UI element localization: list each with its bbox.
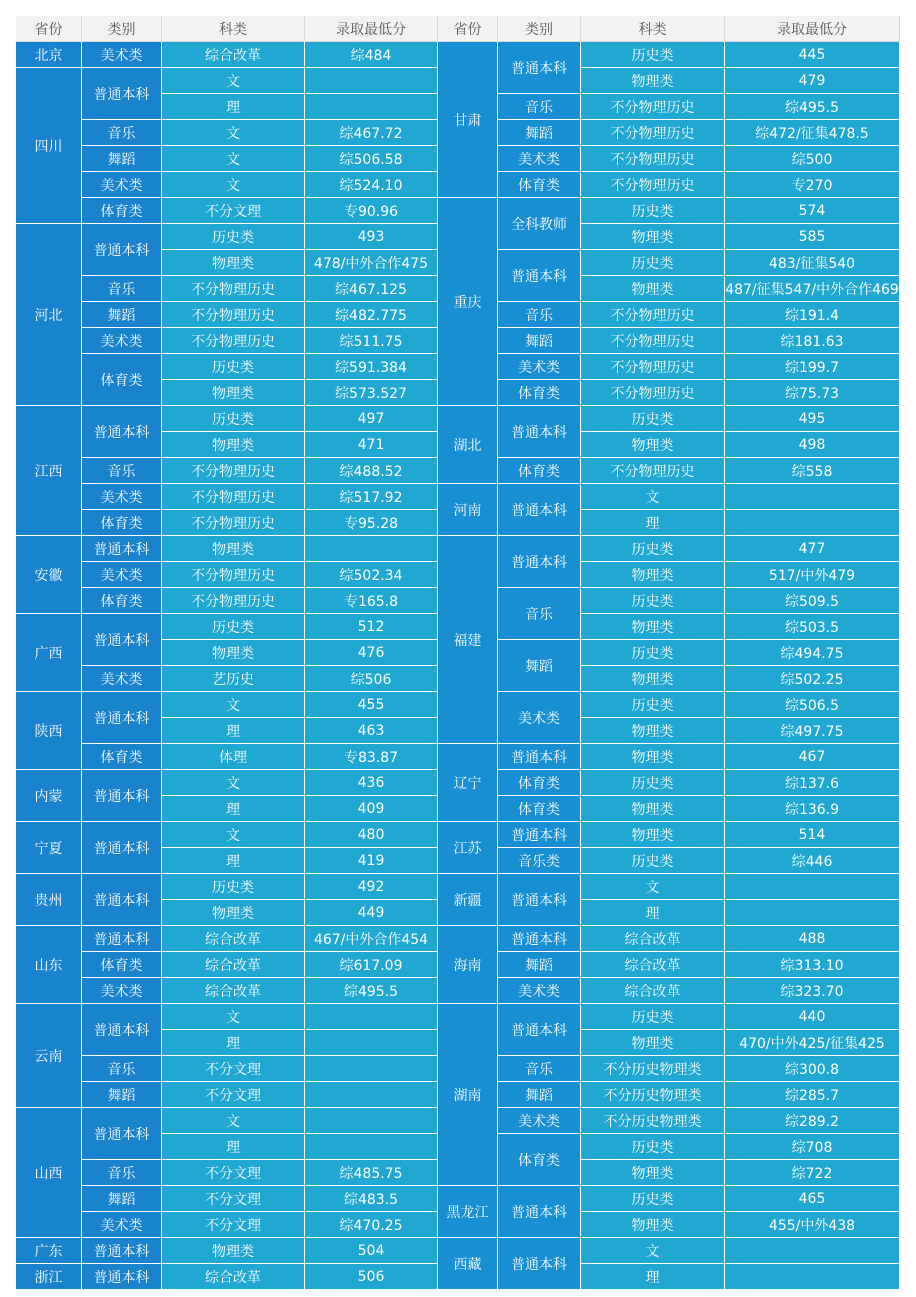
subject-cell: 不分物理历史 xyxy=(162,328,305,354)
subject-cell: 文 xyxy=(581,484,725,510)
category-cell: 体育类 xyxy=(498,796,581,822)
province-cell: 浙江 xyxy=(16,1264,82,1290)
subject-cell: 物理类 xyxy=(581,822,725,848)
category-cell: 美术类 xyxy=(82,172,162,198)
score-cell: 440 xyxy=(725,1004,900,1030)
category-cell: 舞蹈 xyxy=(498,120,581,146)
category-cell: 体育类 xyxy=(82,198,162,224)
category-cell: 舞蹈 xyxy=(498,328,581,354)
score-cell xyxy=(725,1264,900,1290)
category-cell: 普通本科 xyxy=(82,1004,162,1056)
subject-cell: 物理类 xyxy=(581,68,725,94)
category-cell: 体育类 xyxy=(82,510,162,536)
score-cell: 498 xyxy=(725,432,900,458)
column-header: 省份 xyxy=(438,16,498,42)
category-cell: 普通本科 xyxy=(498,926,581,952)
subject-cell: 物理类 xyxy=(581,744,725,770)
category-cell: 舞蹈 xyxy=(498,952,581,978)
province-cell: 云南 xyxy=(16,1004,82,1108)
score-cell: 综472/征集478.5 xyxy=(725,120,900,146)
category-cell: 体育类 xyxy=(82,588,162,614)
subject-cell: 物理类 xyxy=(581,796,725,822)
score-cell xyxy=(725,1238,900,1264)
score-cell: 综494.75 xyxy=(725,640,900,666)
category-cell: 普通本科 xyxy=(498,250,581,302)
score-cell: 综524.10 xyxy=(305,172,438,198)
subject-cell: 历史类 xyxy=(162,614,305,640)
category-cell: 普通本科 xyxy=(82,1264,162,1290)
subject-cell: 不分物理历史 xyxy=(162,458,305,484)
score-cell: 专165.8 xyxy=(305,588,438,614)
subject-cell: 文 xyxy=(162,692,305,718)
subject-cell: 不分文理 xyxy=(162,1082,305,1108)
score-cell: 497 xyxy=(305,406,438,432)
score-cell xyxy=(305,1134,438,1160)
category-cell: 音乐 xyxy=(82,276,162,302)
score-cell: 504 xyxy=(305,1238,438,1264)
category-cell: 体育类 xyxy=(82,744,162,770)
score-cell: 综191.4 xyxy=(725,302,900,328)
score-cell: 574 xyxy=(725,198,900,224)
subject-cell: 理 xyxy=(581,510,725,536)
score-cell: 455 xyxy=(305,692,438,718)
subject-cell: 不分文理 xyxy=(162,1212,305,1238)
category-cell: 美术类 xyxy=(498,978,581,1004)
subject-cell: 物理类 xyxy=(162,640,305,666)
score-cell: 综470.25 xyxy=(305,1212,438,1238)
subject-cell: 理 xyxy=(162,94,305,120)
province-cell: 四川 xyxy=(16,68,82,224)
subject-cell: 物理类 xyxy=(581,1160,725,1186)
subject-cell: 不分物理历史 xyxy=(581,172,725,198)
category-cell: 舞蹈 xyxy=(82,302,162,328)
subject-cell: 物理类 xyxy=(581,224,725,250)
category-cell: 美术类 xyxy=(82,42,162,68)
score-cell: 综506.58 xyxy=(305,146,438,172)
score-cell xyxy=(725,484,900,510)
category-cell: 普通本科 xyxy=(498,42,581,94)
subject-cell: 物理类 xyxy=(162,536,305,562)
score-cell: 专90.96 xyxy=(305,198,438,224)
subject-cell: 物理类 xyxy=(162,1238,305,1264)
category-cell: 体育类 xyxy=(498,380,581,406)
category-cell: 普通本科 xyxy=(82,536,162,562)
province-cell: 广东 xyxy=(16,1238,82,1264)
category-cell: 美术类 xyxy=(82,484,162,510)
score-cell: 综502.34 xyxy=(305,562,438,588)
category-cell: 普通本科 xyxy=(498,1004,581,1056)
column-header: 科类 xyxy=(581,16,725,42)
score-cell: 综503.5 xyxy=(725,614,900,640)
subject-cell: 体理 xyxy=(162,744,305,770)
subject-cell: 不分物理历史 xyxy=(162,484,305,510)
column-header: 录取最低分 xyxy=(305,16,438,42)
category-cell: 普通本科 xyxy=(82,926,162,952)
score-cell: 综517.92 xyxy=(305,484,438,510)
score-cell: 470/中外425/征集425 xyxy=(725,1030,900,1056)
subject-cell: 文 xyxy=(581,1238,725,1264)
province-cell: 河南 xyxy=(438,484,498,536)
subject-cell: 不分物理历史 xyxy=(581,458,725,484)
category-cell: 普通本科 xyxy=(498,744,581,770)
score-cell: 436 xyxy=(305,770,438,796)
subject-cell: 历史类 xyxy=(581,588,725,614)
province-cell: 河北 xyxy=(16,224,82,406)
score-cell xyxy=(305,1004,438,1030)
score-cell: 467/中外合作454 xyxy=(305,926,438,952)
score-cell: 综483.5 xyxy=(305,1186,438,1212)
score-cell: 514 xyxy=(725,822,900,848)
score-cell xyxy=(305,94,438,120)
score-cell: 综573.527 xyxy=(305,380,438,406)
score-cell: 495 xyxy=(725,406,900,432)
score-cell: 综289.2 xyxy=(725,1108,900,1134)
province-cell: 湖南 xyxy=(438,1004,498,1186)
category-cell: 普通本科 xyxy=(82,874,162,926)
score-cell: 专270 xyxy=(725,172,900,198)
subject-cell: 不分物理历史 xyxy=(581,380,725,406)
subject-cell: 不分物理历史 xyxy=(581,146,725,172)
category-cell: 音乐类 xyxy=(498,848,581,874)
province-cell: 安徽 xyxy=(16,536,82,614)
score-cell: 467 xyxy=(725,744,900,770)
subject-cell: 历史类 xyxy=(162,354,305,380)
subject-cell: 综合改革 xyxy=(162,926,305,952)
subject-cell: 综合改革 xyxy=(162,1264,305,1290)
subject-cell: 物理类 xyxy=(162,250,305,276)
score-cell: 综708 xyxy=(725,1134,900,1160)
province-cell: 重庆 xyxy=(438,198,498,406)
province-cell: 广西 xyxy=(16,614,82,692)
category-cell: 普通本科 xyxy=(82,68,162,120)
score-cell xyxy=(725,510,900,536)
subject-cell: 理 xyxy=(162,1030,305,1056)
subject-cell: 不分文理 xyxy=(162,198,305,224)
subject-cell: 综合改革 xyxy=(581,978,725,1004)
category-cell: 普通本科 xyxy=(82,406,162,458)
score-cell: 449 xyxy=(305,900,438,926)
score-cell: 综75.73 xyxy=(725,380,900,406)
province-cell: 新疆 xyxy=(438,874,498,926)
score-cell: 综482.775 xyxy=(305,302,438,328)
province-cell: 江西 xyxy=(16,406,82,536)
subject-cell: 物理类 xyxy=(581,432,725,458)
province-cell: 江苏 xyxy=(438,822,498,874)
score-cell: 480 xyxy=(305,822,438,848)
subject-cell: 不分物理历史 xyxy=(581,94,725,120)
category-cell: 普通本科 xyxy=(82,224,162,276)
subject-cell: 文 xyxy=(162,68,305,94)
score-cell: 综136.9 xyxy=(725,796,900,822)
province-cell: 山东 xyxy=(16,926,82,1004)
category-cell: 体育类 xyxy=(82,354,162,406)
score-cell: 493 xyxy=(305,224,438,250)
subject-cell: 物理类 xyxy=(581,614,725,640)
subject-cell: 不分文理 xyxy=(162,1056,305,1082)
category-cell: 音乐 xyxy=(498,1056,581,1082)
score-cell: 517/中外479 xyxy=(725,562,900,588)
province-cell: 贵州 xyxy=(16,874,82,926)
subject-cell: 物理类 xyxy=(162,432,305,458)
category-cell: 普通本科 xyxy=(82,614,162,666)
score-cell: 479 xyxy=(725,68,900,94)
subject-cell: 综合改革 xyxy=(162,42,305,68)
score-cell: 综467.125 xyxy=(305,276,438,302)
category-cell: 音乐 xyxy=(82,1160,162,1186)
subject-cell: 历史类 xyxy=(581,1134,725,1160)
score-cell: 综485.75 xyxy=(305,1160,438,1186)
province-cell: 湖北 xyxy=(438,406,498,484)
score-cell: 487/征集547/中外合作469 xyxy=(725,276,900,302)
subject-cell: 艺历史 xyxy=(162,666,305,692)
subject-cell: 历史类 xyxy=(581,848,725,874)
score-cell xyxy=(305,1030,438,1056)
subject-cell: 理 xyxy=(581,1264,725,1290)
subject-cell: 理 xyxy=(581,900,725,926)
subject-cell: 理 xyxy=(162,718,305,744)
score-cell: 409 xyxy=(305,796,438,822)
subject-cell: 文 xyxy=(162,146,305,172)
subject-cell: 物理类 xyxy=(581,276,725,302)
subject-cell: 历史类 xyxy=(581,640,725,666)
subject-cell: 历史类 xyxy=(581,198,725,224)
category-cell: 舞蹈 xyxy=(82,1082,162,1108)
subject-cell: 物理类 xyxy=(581,1030,725,1056)
category-cell: 美术类 xyxy=(82,328,162,354)
subject-cell: 文 xyxy=(162,172,305,198)
score-cell xyxy=(725,874,900,900)
score-cell: 综722 xyxy=(725,1160,900,1186)
score-cell: 综488.52 xyxy=(305,458,438,484)
category-cell: 普通本科 xyxy=(82,692,162,744)
subject-cell: 综合改革 xyxy=(162,952,305,978)
province-cell: 黑龙江 xyxy=(438,1186,498,1238)
score-cell: 专95.28 xyxy=(305,510,438,536)
score-cell: 综502.25 xyxy=(725,666,900,692)
subject-cell: 历史类 xyxy=(581,406,725,432)
score-cell: 综446 xyxy=(725,848,900,874)
score-cell: 综497.75 xyxy=(725,718,900,744)
province-cell: 陕西 xyxy=(16,692,82,770)
score-cell: 455/中外438 xyxy=(725,1212,900,1238)
subject-cell: 不分文理 xyxy=(162,1160,305,1186)
column-header: 科类 xyxy=(162,16,305,42)
category-cell: 体育类 xyxy=(498,1134,581,1186)
subject-cell: 物理类 xyxy=(162,900,305,926)
category-cell: 普通本科 xyxy=(498,1238,581,1290)
province-cell: 甘肃 xyxy=(438,42,498,198)
subject-cell: 历史类 xyxy=(581,692,725,718)
score-cell: 488 xyxy=(725,926,900,952)
category-cell: 普通本科 xyxy=(498,536,581,588)
subject-cell: 历史类 xyxy=(581,250,725,276)
subject-cell: 物理类 xyxy=(581,1212,725,1238)
category-cell: 音乐 xyxy=(498,302,581,328)
score-cell: 512 xyxy=(305,614,438,640)
score-cell: 综181.63 xyxy=(725,328,900,354)
score-cell xyxy=(725,900,900,926)
score-cell: 492 xyxy=(305,874,438,900)
category-cell: 美术类 xyxy=(82,1212,162,1238)
score-cell: 综511.75 xyxy=(305,328,438,354)
score-cell: 专83.87 xyxy=(305,744,438,770)
subject-cell: 不分历史物理类 xyxy=(581,1082,725,1108)
subject-cell: 历史类 xyxy=(581,770,725,796)
score-cell: 综506 xyxy=(305,666,438,692)
subject-cell: 文 xyxy=(162,1004,305,1030)
category-cell: 体育类 xyxy=(498,172,581,198)
subject-cell: 文 xyxy=(581,874,725,900)
subject-cell: 综合改革 xyxy=(581,952,725,978)
score-cell xyxy=(305,1056,438,1082)
province-cell: 海南 xyxy=(438,926,498,1004)
subject-cell: 物理类 xyxy=(581,666,725,692)
category-cell: 普通本科 xyxy=(498,822,581,848)
score-cell: 478/中外合作475 xyxy=(305,250,438,276)
category-cell: 美术类 xyxy=(498,1108,581,1134)
column-header: 类别 xyxy=(498,16,581,42)
score-cell: 综285.7 xyxy=(725,1082,900,1108)
subject-cell: 不分历史物理类 xyxy=(581,1056,725,1082)
province-cell: 内蒙 xyxy=(16,770,82,822)
score-cell: 综617.09 xyxy=(305,952,438,978)
subject-cell: 理 xyxy=(162,848,305,874)
category-cell: 美术类 xyxy=(498,354,581,380)
score-cell: 471 xyxy=(305,432,438,458)
subject-cell: 历史类 xyxy=(162,874,305,900)
column-header: 类别 xyxy=(82,16,162,42)
category-cell: 普通本科 xyxy=(498,406,581,458)
score-cell: 综591.384 xyxy=(305,354,438,380)
category-cell: 音乐 xyxy=(82,458,162,484)
score-cell: 综313.10 xyxy=(725,952,900,978)
score-cell xyxy=(305,1082,438,1108)
category-cell: 普通本科 xyxy=(82,1108,162,1160)
category-cell: 舞蹈 xyxy=(82,1186,162,1212)
score-cell: 综300.8 xyxy=(725,1056,900,1082)
score-cell: 综137.6 xyxy=(725,770,900,796)
category-cell: 普通本科 xyxy=(498,1186,581,1238)
category-cell: 音乐 xyxy=(498,94,581,120)
score-cell: 综199.7 xyxy=(725,354,900,380)
subject-cell: 不分物理历史 xyxy=(162,276,305,302)
subject-cell: 不分物理历史 xyxy=(581,328,725,354)
category-cell: 普通本科 xyxy=(82,770,162,822)
category-cell: 音乐 xyxy=(82,1056,162,1082)
category-cell: 音乐 xyxy=(498,588,581,640)
subject-cell: 不分物理历史 xyxy=(162,302,305,328)
score-cell: 综509.5 xyxy=(725,588,900,614)
subject-cell: 历史类 xyxy=(581,1004,725,1030)
category-cell: 体育类 xyxy=(498,770,581,796)
subject-cell: 历史类 xyxy=(581,42,725,68)
subject-cell: 物理类 xyxy=(162,380,305,406)
category-cell: 普通本科 xyxy=(498,874,581,926)
category-cell: 体育类 xyxy=(82,952,162,978)
province-cell: 辽宁 xyxy=(438,744,498,822)
score-cell: 综467.72 xyxy=(305,120,438,146)
subject-cell: 不分物理历史 xyxy=(162,562,305,588)
subject-cell: 不分物理历史 xyxy=(581,120,725,146)
score-cell: 506 xyxy=(305,1264,438,1290)
category-cell: 舞蹈 xyxy=(498,640,581,692)
province-cell: 西藏 xyxy=(438,1238,498,1290)
score-cell xyxy=(305,68,438,94)
subject-cell: 不分物理历史 xyxy=(162,510,305,536)
category-cell: 普通本科 xyxy=(82,822,162,874)
score-cell xyxy=(305,1108,438,1134)
province-cell: 北京 xyxy=(16,42,82,68)
column-header: 省份 xyxy=(16,16,82,42)
score-cell: 综495.5 xyxy=(725,94,900,120)
category-cell: 普通本科 xyxy=(82,1238,162,1264)
score-cell: 综484 xyxy=(305,42,438,68)
score-cell: 477 xyxy=(725,536,900,562)
subject-cell: 历史类 xyxy=(581,1186,725,1212)
score-cell: 483/征集540 xyxy=(725,250,900,276)
subject-cell: 不分物理历史 xyxy=(162,588,305,614)
category-cell: 美术类 xyxy=(498,692,581,744)
category-cell: 音乐 xyxy=(82,120,162,146)
subject-cell: 不分历史物理类 xyxy=(581,1108,725,1134)
score-cell: 463 xyxy=(305,718,438,744)
category-cell: 美术类 xyxy=(82,562,162,588)
category-cell: 普通本科 xyxy=(498,484,581,536)
score-cell: 综323.70 xyxy=(725,978,900,1004)
province-cell: 宁夏 xyxy=(16,822,82,874)
score-cell: 综558 xyxy=(725,458,900,484)
score-cell xyxy=(305,536,438,562)
subject-cell: 文 xyxy=(162,822,305,848)
subject-cell: 不分物理历史 xyxy=(581,302,725,328)
score-cell: 综495.5 xyxy=(305,978,438,1004)
subject-cell: 文 xyxy=(162,1108,305,1134)
category-cell: 舞蹈 xyxy=(498,1082,581,1108)
subject-cell: 不分物理历史 xyxy=(581,354,725,380)
score-cell: 445 xyxy=(725,42,900,68)
category-cell: 美术类 xyxy=(498,146,581,172)
category-cell: 舞蹈 xyxy=(82,146,162,172)
subject-cell: 历史类 xyxy=(162,224,305,250)
subject-cell: 历史类 xyxy=(162,406,305,432)
score-cell: 419 xyxy=(305,848,438,874)
category-cell: 美术类 xyxy=(82,666,162,692)
category-cell: 体育类 xyxy=(498,458,581,484)
subject-cell: 理 xyxy=(162,796,305,822)
column-header: 录取最低分 xyxy=(725,16,900,42)
province-cell: 山西 xyxy=(16,1108,82,1238)
subject-cell: 理 xyxy=(162,1134,305,1160)
subject-cell: 物理类 xyxy=(581,562,725,588)
score-cell: 476 xyxy=(305,640,438,666)
score-cell: 585 xyxy=(725,224,900,250)
category-cell: 美术类 xyxy=(82,978,162,1004)
subject-cell: 综合改革 xyxy=(581,926,725,952)
score-cell: 综506.5 xyxy=(725,692,900,718)
subject-cell: 文 xyxy=(162,120,305,146)
province-cell: 福建 xyxy=(438,536,498,744)
score-cell: 综500 xyxy=(725,146,900,172)
subject-cell: 综合改革 xyxy=(162,978,305,1004)
subject-cell: 历史类 xyxy=(581,536,725,562)
subject-cell: 不分文理 xyxy=(162,1186,305,1212)
score-cell: 465 xyxy=(725,1186,900,1212)
subject-cell: 物理类 xyxy=(581,718,725,744)
category-cell: 全科教师 xyxy=(498,198,581,250)
subject-cell: 文 xyxy=(162,770,305,796)
